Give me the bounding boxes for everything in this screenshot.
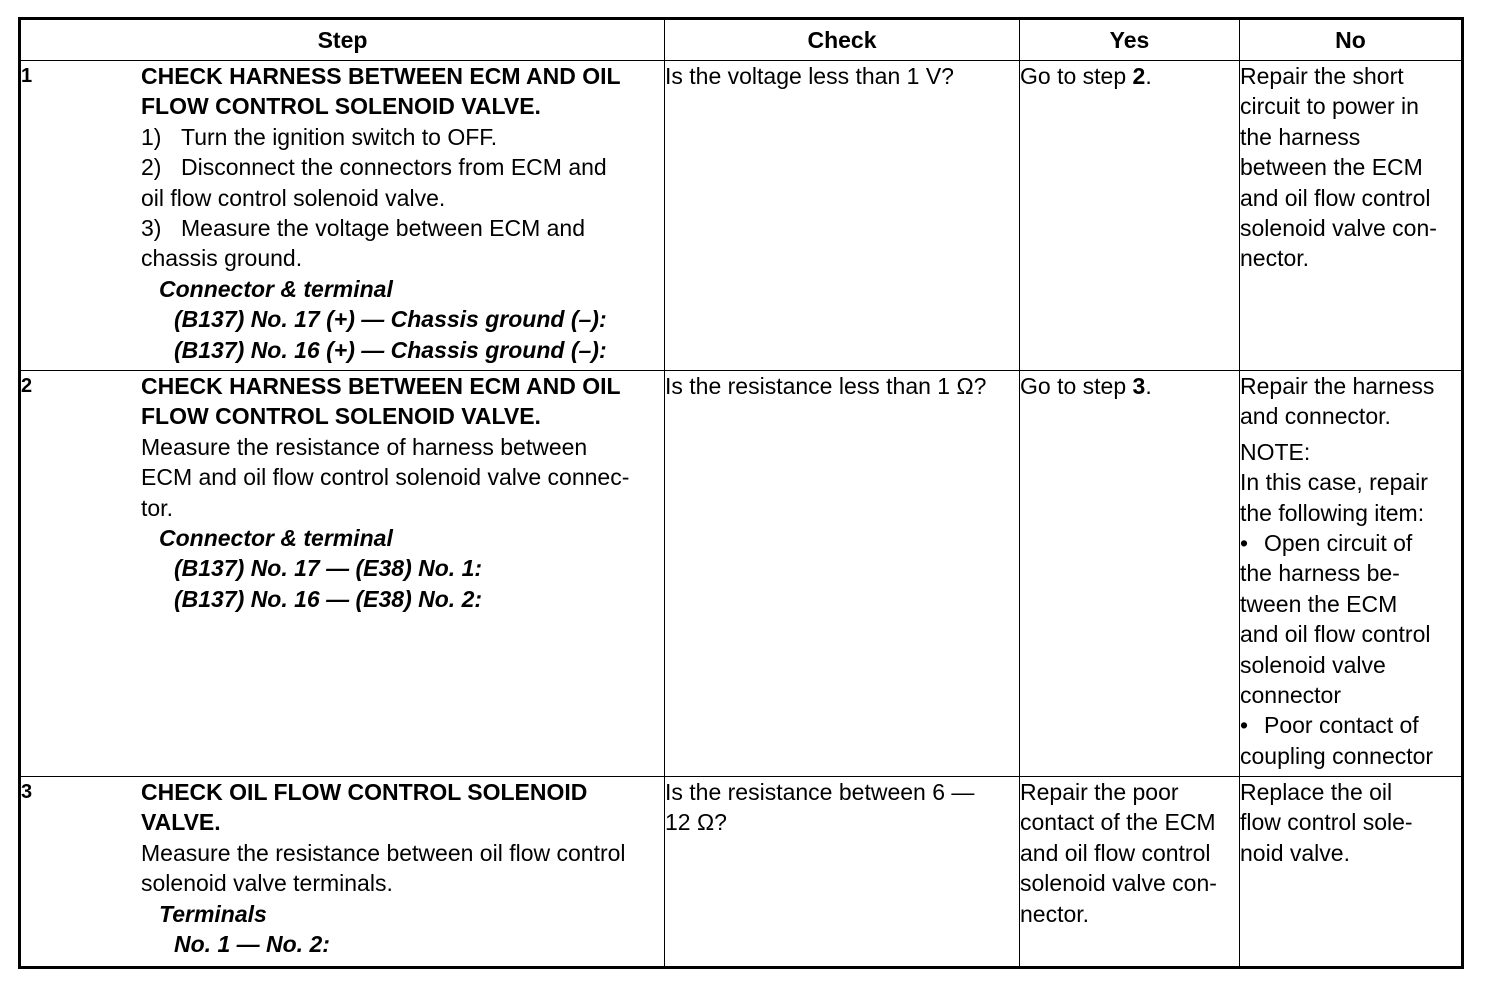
yes-cell <box>1020 371 1240 777</box>
bullet-line: and oil flow control <box>1240 621 1431 648</box>
note-line: the following item: <box>1240 499 1425 526</box>
spec-line: (B137) No. 17 (+) — Chassis ground (–): <box>174 306 607 333</box>
yes-action-line: contact of the ECM <box>1020 809 1216 836</box>
note-line: In this case, repair <box>1240 469 1428 496</box>
step-description <box>141 777 664 959</box>
note-bullet-item <box>1240 528 1461 558</box>
table-header-row <box>20 19 1463 61</box>
no-action-line: and connector. <box>1240 403 1391 430</box>
substep-label: 1) <box>141 123 162 150</box>
step-title: CHECK OIL FLOW CONTROL SOLENOID <box>141 779 588 805</box>
step-cell <box>20 371 665 777</box>
spec-heading: Connector & terminal <box>159 525 393 552</box>
substep-text: Turn the ignition switch to OFF. <box>181 123 498 150</box>
substep <box>141 122 660 152</box>
no-cell <box>1240 777 1463 968</box>
bullet-line: Open circuit of <box>1264 530 1413 557</box>
step-title: VALVE. <box>141 809 221 836</box>
step-title: CHECK HARNESS BETWEEN ECM AND OIL <box>141 373 621 399</box>
no-action-line: between the ECM <box>1240 154 1423 181</box>
yes-step-ref: 2 <box>1132 63 1146 89</box>
check-cell <box>665 371 1020 777</box>
substep <box>141 152 660 182</box>
substep <box>141 213 660 243</box>
step-desc-line: solenoid valve terminals. <box>141 870 393 897</box>
bullet-line: tween the ECM <box>1240 590 1398 617</box>
step-description <box>141 371 664 614</box>
no-cell <box>1240 371 1463 777</box>
step-desc-line: Measure the resistance of harness between <box>141 433 588 460</box>
yes-action <box>1020 61 1239 91</box>
check-column-header: Check <box>665 19 1020 61</box>
check-question-line: 12 Ω? <box>665 809 727 836</box>
table-row <box>20 371 1463 777</box>
step-title: FLOW CONTROL SOLENOID VALVE. <box>141 403 541 430</box>
bullet-line: Poor contact of <box>1264 712 1419 739</box>
substep-text: Measure the voltage between ECM and <box>181 215 586 242</box>
bullet-icon: • <box>1240 530 1249 557</box>
table-row <box>20 61 1463 371</box>
no-action-line: nector. <box>1240 245 1310 272</box>
substep-text: chassis ground. <box>141 245 303 272</box>
spec-line: (B137) No. 17 — (E38) No. 1: <box>174 555 483 582</box>
no-action-line: circuit to power in <box>1240 93 1419 120</box>
table-row <box>20 777 1463 968</box>
yes-column-header: Yes <box>1020 19 1240 61</box>
no-cell <box>1240 61 1463 371</box>
bullet-icon: • <box>1240 712 1249 739</box>
diagnostic-table <box>18 17 1464 969</box>
check-cell <box>665 777 1020 968</box>
spec-heading: Connector & terminal <box>159 275 393 302</box>
step-column-header: Step <box>20 19 665 61</box>
no-action-line: flow control sole- <box>1240 809 1413 836</box>
bullet-line: coupling connector <box>1240 742 1434 769</box>
step-number: 2 <box>21 375 33 397</box>
yes-cell <box>1020 777 1240 968</box>
no-action-line: Replace the oil <box>1240 779 1393 805</box>
check-question: Is the voltage less than 1 V? <box>665 63 954 89</box>
step-desc-line: ECM and oil flow control solenoid valve connec- <box>141 464 630 491</box>
check-question: Is the resistance less than 1 Ω? <box>665 373 987 399</box>
yes-action <box>1020 371 1239 401</box>
yes-step-ref: 3 <box>1132 373 1146 399</box>
spec-line: No. 1 — No. 2: <box>174 931 330 958</box>
spec-heading: Terminals <box>159 900 267 927</box>
step-desc-line: tor. <box>141 494 173 521</box>
yes-action-suffix: . <box>1145 63 1152 89</box>
bullet-line: solenoid valve <box>1240 651 1386 678</box>
step-cell <box>20 61 665 371</box>
no-action-line: noid valve. <box>1240 839 1350 866</box>
spec-line: (B137) No. 16 — (E38) No. 2: <box>174 585 483 612</box>
no-action-line: and oil flow control <box>1240 184 1431 211</box>
step-desc-line: Measure the resistance between oil flow control <box>141 839 626 866</box>
yes-action-text: Go to step <box>1020 63 1133 89</box>
step-number: 1 <box>21 65 33 87</box>
no-column-header: No <box>1240 19 1463 61</box>
no-action-line: Repair the short <box>1240 63 1404 89</box>
bullet-line: connector <box>1240 682 1342 709</box>
spec-line: (B137) No. 16 (+) — Chassis ground (–): <box>174 336 607 363</box>
yes-action-text: Go to step <box>1020 373 1133 399</box>
substep-text: Disconnect the connectors from ECM and <box>181 154 607 181</box>
yes-action-line: and oil flow control <box>1020 839 1211 866</box>
no-action-line: solenoid valve con- <box>1240 215 1437 242</box>
yes-cell <box>1020 61 1240 371</box>
substep-text: oil flow control solenoid valve. <box>141 184 446 211</box>
step-title: FLOW CONTROL SOLENOID VALVE. <box>141 93 541 120</box>
bullet-line: the harness be- <box>1240 560 1400 587</box>
no-action-line: the harness <box>1240 123 1361 150</box>
step-title: CHECK HARNESS BETWEEN ECM AND OIL <box>141 63 621 89</box>
yes-action-line: nector. <box>1020 900 1090 927</box>
yes-action-suffix: . <box>1145 373 1152 399</box>
check-question-line: Is the resistance between 6 — <box>665 779 975 805</box>
substep-label: 2) <box>141 154 162 181</box>
note-bullet-item <box>1240 710 1461 740</box>
step-cell <box>20 777 665 968</box>
yes-action-line: Repair the poor <box>1020 779 1179 805</box>
note-heading: NOTE: <box>1240 438 1311 465</box>
no-action-line: Repair the harness <box>1240 373 1435 399</box>
check-cell <box>665 61 1020 371</box>
step-description <box>141 61 664 365</box>
yes-action-line: solenoid valve con- <box>1020 870 1217 897</box>
substep-label: 3) <box>141 215 162 242</box>
step-number: 3 <box>21 781 33 803</box>
